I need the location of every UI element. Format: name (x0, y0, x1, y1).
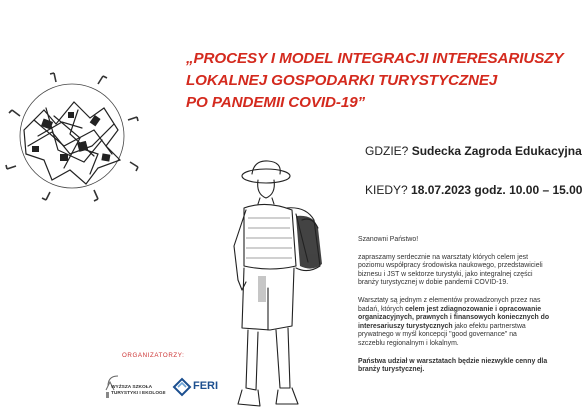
organizers-label: ORGANIZATORZY: (122, 352, 185, 359)
paragraph-2-bold: interesariuszy turystycznych (358, 322, 453, 330)
title-line-3: PO PANDEMII COVID-19” (186, 94, 366, 111)
wsti-name: WYŻSZA SZKOŁA TURYSTYKI I EKOLOGII (111, 385, 166, 396)
letter-paragraph-3 (358, 358, 564, 375)
paragraph-2-text: jako efektu partnerstwa (452, 322, 526, 330)
paragraph-2-line: prywatnego w myśl koncepcji "good governance" na (358, 331, 517, 339)
date-label: KIEDY? (365, 183, 408, 197)
letter-paragraph-2 (358, 297, 564, 349)
location-label: GDZIE? (365, 144, 409, 158)
date-value: 18.07.2023 godz. 10.00 – 15.00 (411, 183, 582, 197)
paragraph-2-line: szczeblu regionalnym i lokalnym. (358, 339, 459, 347)
paragraph-1-line: branży turystycznej w dobie pandemii COVID-19. (358, 279, 509, 287)
coronavirus-illustration (0, 50, 154, 220)
title-line-2: LOKALNEJ GOSPODARKI TURYSTYCZNEJ (186, 72, 498, 89)
letter-greeting: Szanowni Państwo! (358, 236, 419, 243)
invitation-letter (358, 236, 564, 384)
location-line (365, 144, 582, 158)
title-line-1: „PROCESY I MODEL INTEGRACJI INTERESARIUSZY (186, 50, 564, 67)
paragraph-2-bold-line: organizacyjnych, prawnych i finansowych koniecznych do (358, 314, 550, 322)
workshop-title (186, 48, 564, 114)
paragraph-1-line: biznesu i JST w sektorze turystyki, jako integralnej części (358, 270, 533, 278)
paragraph-2-line (358, 306, 564, 315)
tourist-illustration (222, 158, 332, 416)
paragraph-3-bold-line: Państwa udział w warsztatach będzie niezwykle cenny dla (358, 357, 548, 365)
paragraph-2-text: badań, których (358, 305, 406, 313)
date-line (365, 183, 582, 197)
letter-paragraph-1 (358, 254, 564, 288)
paragraph-3-bold-line: branży turystycznej. (358, 366, 425, 374)
paragraph-2-line: Warsztaty są jednym z elementów prowadzonych przez nas (358, 296, 541, 304)
paragraph-1-line: zapraszamy serdecznie na warsztaty których celem jest (358, 253, 529, 261)
location-value: Sudecka Zagroda Edukacyjna (411, 144, 582, 158)
paragraph-1-line: poziomu współpracy środowiska naukowego, przedstawicieli (358, 262, 543, 270)
paragraph-2-line (358, 323, 564, 332)
paragraph-2-bold: celem jest zdiagnozowanie i opracowanie (405, 305, 542, 313)
feri-name: FERI (193, 380, 219, 392)
